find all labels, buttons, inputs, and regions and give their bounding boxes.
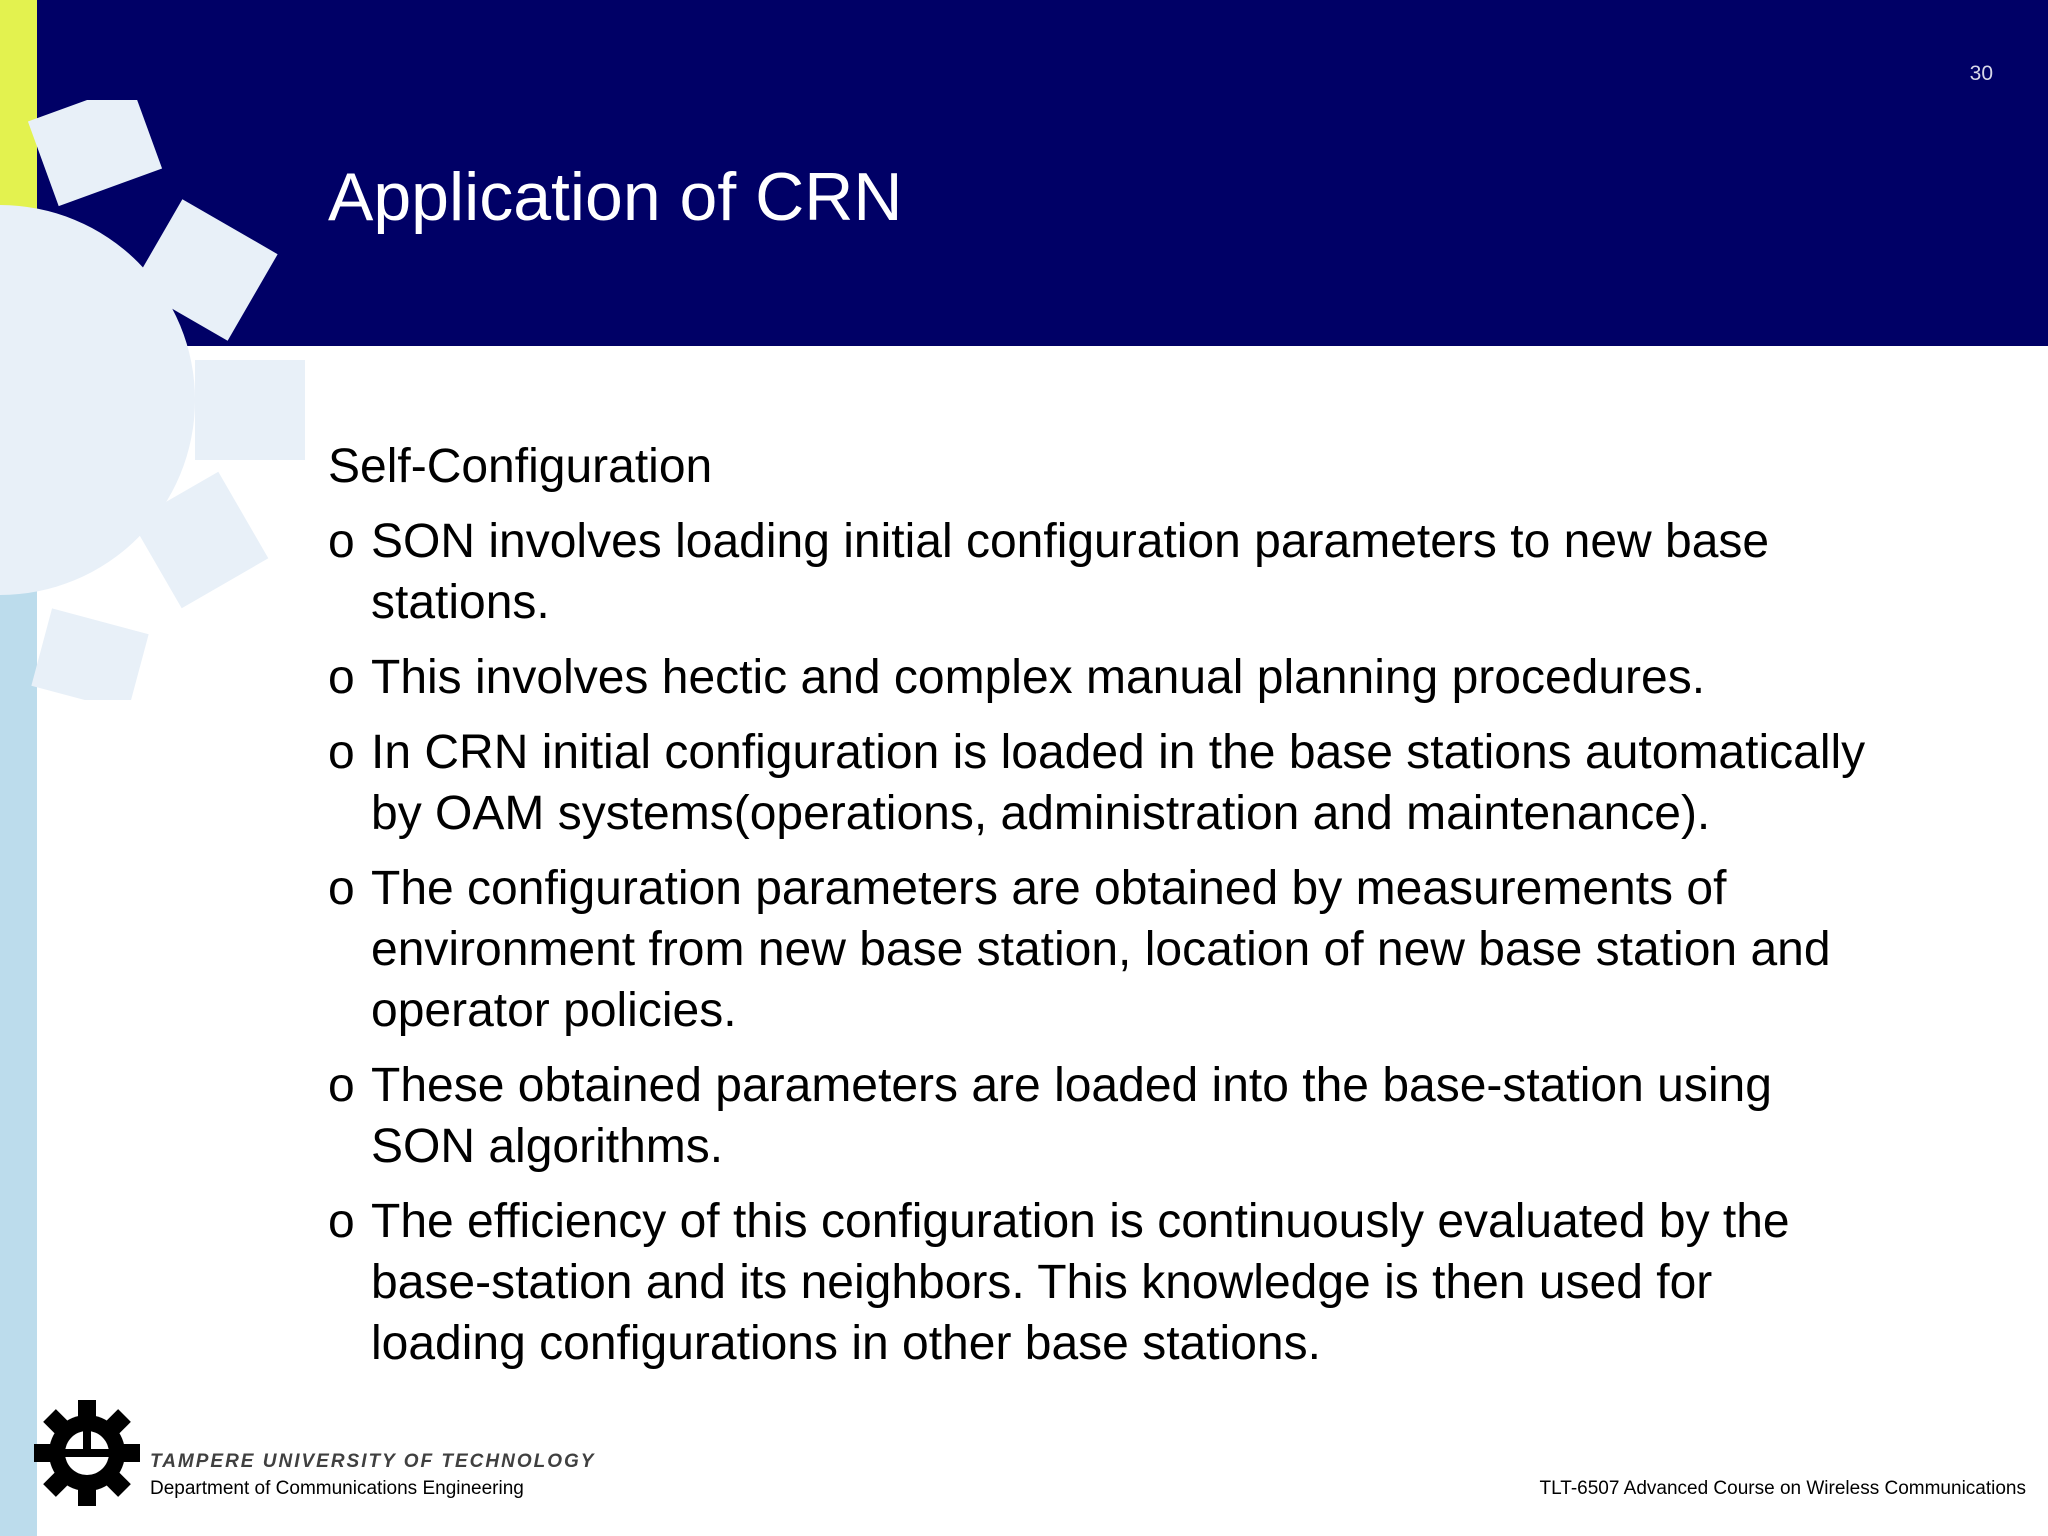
bullet-marker: o bbox=[328, 862, 355, 915]
bullet-item bbox=[328, 722, 1868, 844]
bullet-text: The configuration parameters are obtained by measurements of environment from new base station, location of new base station and operator policies. bbox=[371, 862, 1831, 1037]
bullet-marker: o bbox=[328, 651, 355, 704]
page-number: 30 bbox=[1969, 62, 1993, 85]
gear-logo-icon bbox=[34, 1400, 140, 1506]
gear-watermark-icon bbox=[0, 100, 340, 700]
bullet-list bbox=[328, 511, 1868, 1374]
section-heading: Self-Configuration bbox=[328, 440, 713, 493]
slide-title: Application of CRN bbox=[328, 159, 903, 235]
bullet-marker: o bbox=[328, 1059, 355, 1112]
bullet-item bbox=[328, 1191, 1868, 1374]
bullet-marker: o bbox=[328, 515, 355, 568]
bullet-text: In CRN initial configuration is loaded in the base stations automatically by OAM systems(operations, administration and maintenance). bbox=[371, 726, 1866, 840]
bullet-marker: o bbox=[328, 726, 355, 779]
bullet-text: SON involves loading initial configuration parameters to new base stations. bbox=[371, 515, 1770, 629]
bullet-text: This involves hectic and complex manual planning procedures. bbox=[371, 651, 1706, 704]
bullet-text: The efficiency of this configuration is continuously evaluated by the base-station and its neighbors. This knowledge is then used for loading configurations in other base stations. bbox=[371, 1195, 1790, 1370]
department-name: Department of Communications Engineering bbox=[150, 1478, 524, 1499]
bullet-text: These obtained parameters are loaded into the base-station using SON algorithms. bbox=[371, 1059, 1772, 1173]
bullet-item bbox=[328, 647, 1868, 708]
bullet-marker: o bbox=[328, 1195, 355, 1248]
bullet-item bbox=[328, 511, 1868, 633]
bullet-item bbox=[328, 858, 1868, 1041]
bullet-item bbox=[328, 1055, 1868, 1177]
course-name: TLT-6507 Advanced Course on Wireless Communications bbox=[1539, 1478, 2026, 1499]
slide-content bbox=[328, 436, 1868, 1388]
university-name: TAMPERE UNIVERSITY OF TECHNOLOGY bbox=[150, 1451, 596, 1472]
